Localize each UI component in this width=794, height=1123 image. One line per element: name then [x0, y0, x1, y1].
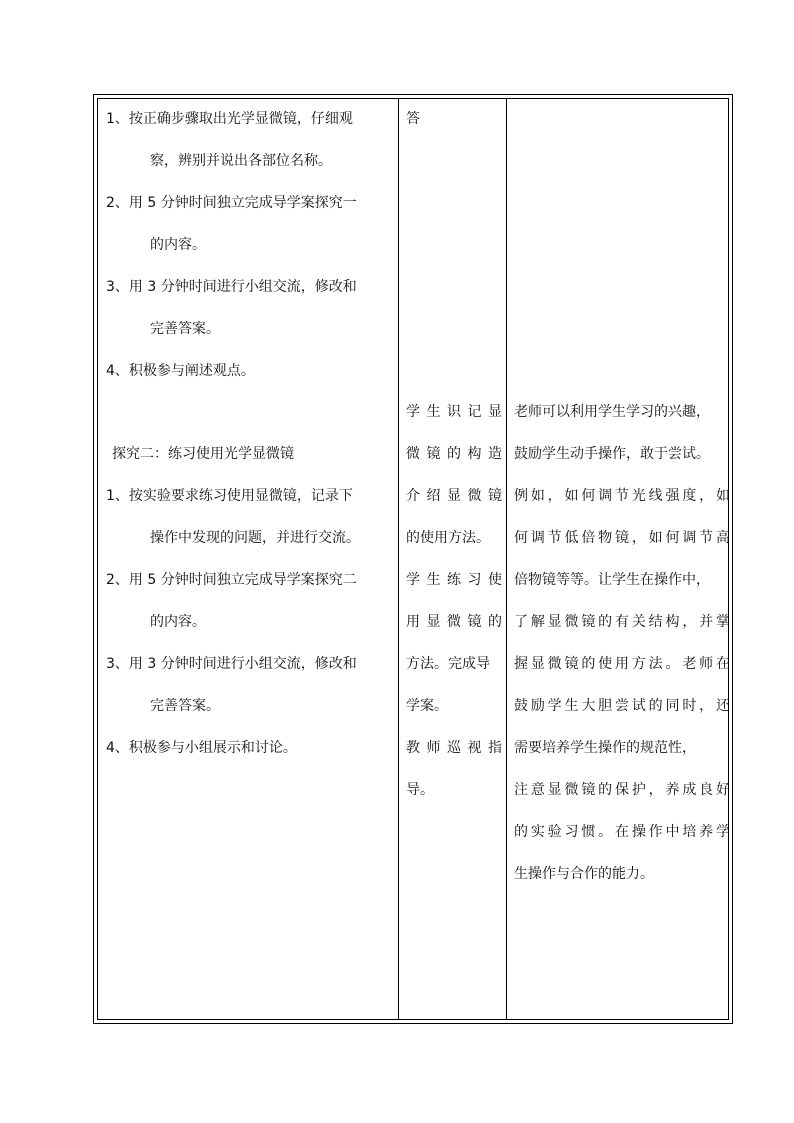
activity-line: 1、按实验要求练习使用显微镜，记录下	[106, 488, 353, 504]
activity-note: 导。	[406, 782, 434, 798]
design-note: 鼓励学生大胆尝试的同时，还	[514, 698, 730, 714]
design-note: 注意显微镜的保护，养成良好	[514, 782, 730, 798]
design-note: 何调节低倍物镜，如何调节高	[514, 530, 730, 546]
activity-line: 的内容。	[150, 237, 206, 253]
design-note: 例如，如何调节光线强度，如	[514, 488, 730, 504]
activity-line: 1、按正确步骤取出光学显微镜，仔细观	[106, 111, 353, 127]
activity-line: 3、用 3 分钟时间进行小组交流，修改和	[106, 279, 357, 295]
activity-line: 察，辨别并说出各部位名称。	[150, 153, 332, 169]
teaching-activity-column	[402, 99, 506, 1019]
column-divider-2	[506, 99, 507, 1019]
activity-note: 学生练习使	[406, 572, 502, 588]
activity-note: 学案。	[406, 698, 448, 714]
lesson-table	[93, 94, 733, 1024]
activity-line: 操作中发现的问题，并进行交流。	[150, 530, 360, 546]
design-note: 老师可以利用学生学习的兴趣，	[514, 404, 710, 420]
design-note: 鼓励学生动手操作，敢于尝试。	[514, 446, 710, 462]
activity-note: 教师巡视指	[406, 740, 502, 756]
activity-note: 方法。完成导	[406, 656, 490, 672]
section-heading-explore-2: 探究二：练习使用光学显微镜	[112, 446, 294, 462]
design-note: 倍物镜等等。让学生在操作中，	[514, 572, 710, 588]
activity-note: 介绍显微镜	[406, 488, 502, 504]
activity-note: 学生识记显	[406, 404, 502, 420]
activity-note: 用显微镜的	[406, 614, 502, 630]
activity-line: 2、用 5 分钟时间独立完成导学案探究一	[106, 195, 357, 211]
design-note: 握显微镜的使用方法。老师在	[514, 656, 730, 672]
design-note: 生操作与合作的能力。	[514, 866, 654, 882]
activity-line: 2、用 5 分钟时间独立完成导学案探究二	[106, 572, 357, 588]
activity-line: 4、积极参与小组展示和讨论。	[106, 740, 297, 756]
design-note: 了解显微镜的有关结构，并掌	[514, 614, 730, 630]
design-note: 需要培养学生操作的规范性，	[514, 740, 696, 756]
column-divider-1	[398, 99, 399, 1019]
activity-line: 3、用 3 分钟时间进行小组交流，修改和	[106, 656, 357, 672]
design-note: 的实验习惯。在操作中培养学	[514, 824, 730, 840]
design-intent-column	[510, 99, 734, 1019]
activity-line: 4、积极参与阐述观点。	[106, 363, 255, 379]
activity-note: 的使用方法。	[406, 530, 490, 546]
lesson-table-inner	[97, 98, 729, 1020]
activity-line: 的内容。	[150, 614, 206, 630]
activity-note: 微镜的构造	[406, 446, 502, 462]
activity-line: 完善答案。	[150, 698, 220, 714]
student-activity-column	[98, 99, 398, 1019]
activity-line: 完善答案。	[150, 321, 220, 337]
activity-note: 答	[406, 111, 420, 127]
